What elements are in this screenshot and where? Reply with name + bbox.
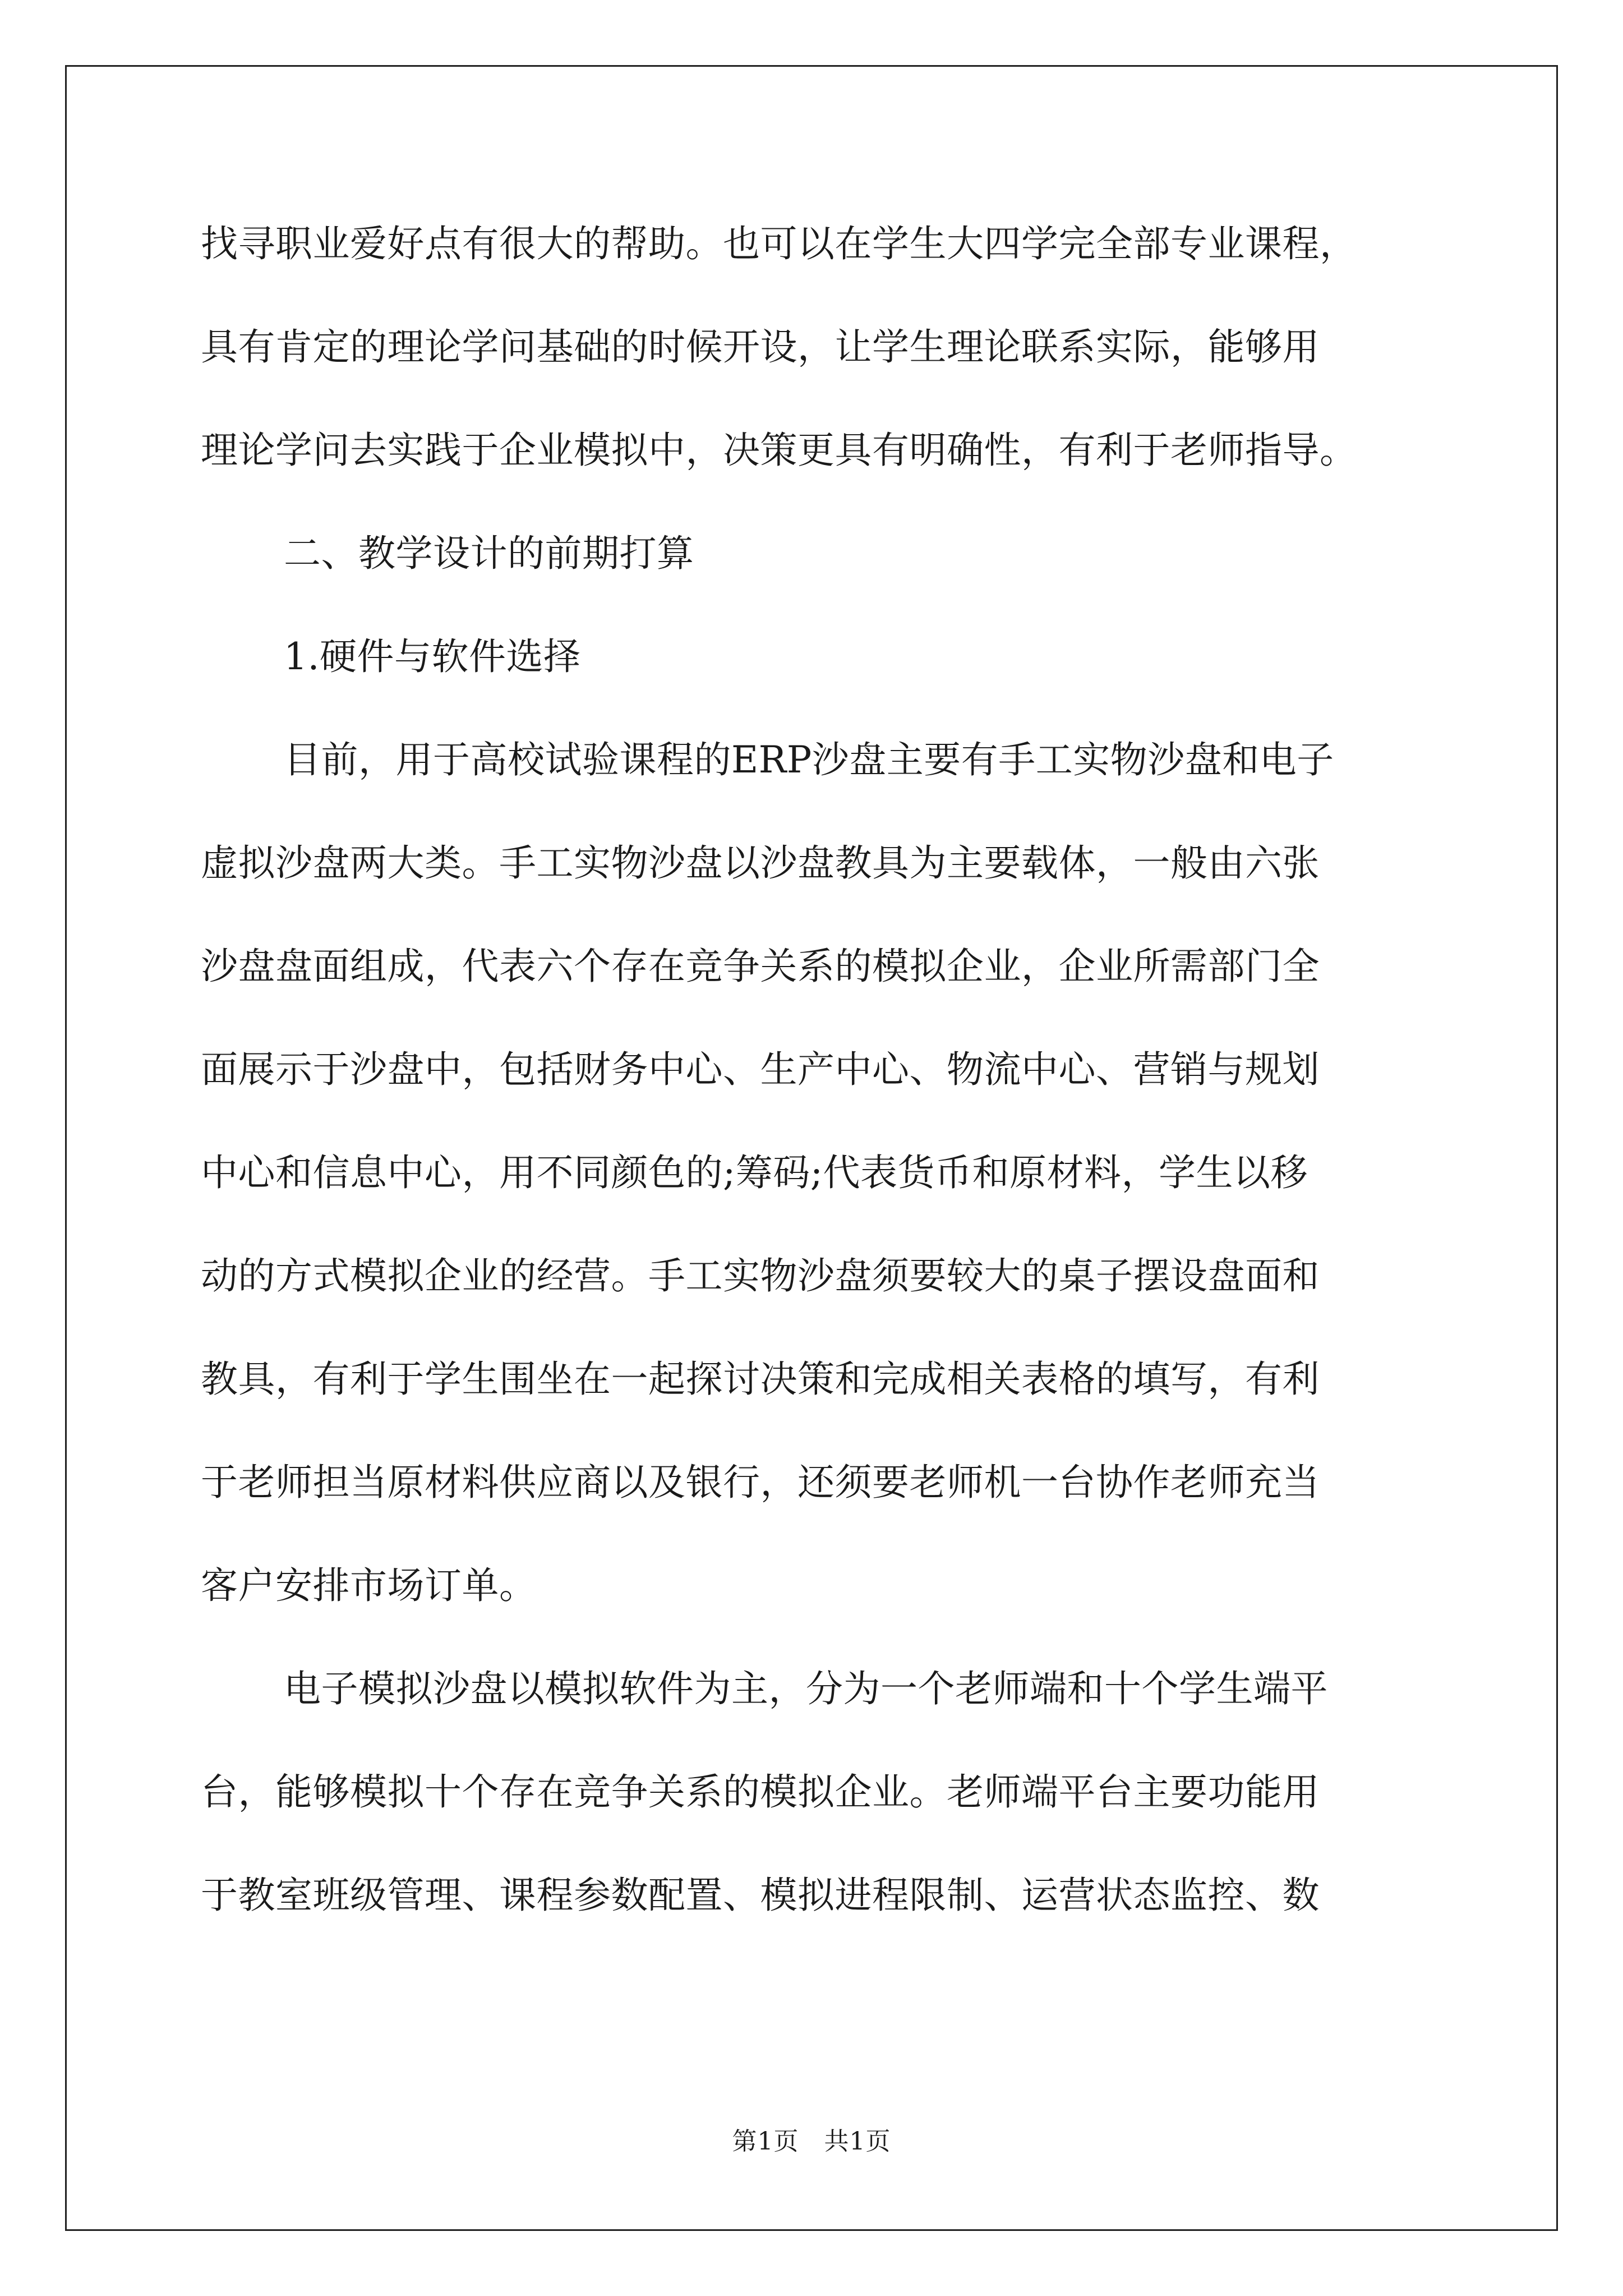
text-line-15: 电子模拟沙盘以模拟软件为主，分为一个老师端和十个学生端平 xyxy=(284,1667,1328,1710)
text-line-7: 虚拟沙盘两大类。手工实物沙盘以沙盘教具为主要载体，一般由六张 xyxy=(201,841,1320,885)
text-line-10: 中心和信息中心，用不同颜色的;筹码;代表货币和原材料，学生以移 xyxy=(201,1151,1308,1194)
text-line-8: 沙盘盘面组成，代表六个存在竞争关系的模拟企业，企业所需部门全 xyxy=(201,945,1320,988)
text-line-12: 教具，有利于学生围坐在一起探讨决策和完成相关表格的填写，有利 xyxy=(201,1358,1320,1401)
text-line-2: 具有肯定的理论学问基础的时候开设，让学生理论联系实际，能够用 xyxy=(201,325,1320,369)
text-line-6: 目前，用于高校试验课程的ERP沙盘主要有手工实物沙盘和电子 xyxy=(284,738,1334,781)
text-line-1: 找寻职业爱好点有很大的帮助。也可以在学生大四学完全部专业课程， xyxy=(201,222,1357,265)
text-line-9: 面展示于沙盘中，包括财务中心、生产中心、物流中心、营销与规划 xyxy=(201,1048,1320,1091)
text-line-17: 于教室班级管理、课程参数配置、模拟进程限制、运营状态监控、数 xyxy=(201,1874,1320,1917)
text-line-14: 客户安排市场订单。 xyxy=(201,1564,537,1607)
section-heading: 二、教学设计的前期打算 xyxy=(284,532,694,575)
subsection-heading: 1.硬件与软件选择 xyxy=(284,635,581,678)
text-line-13: 于老师担当原材料供应商以及银行，还须要老师机一台协作老师充当 xyxy=(201,1461,1320,1504)
text-line-16: 台，能够模拟十个存在竞争关系的模拟企业。老师端平台主要功能用 xyxy=(201,1770,1320,1814)
page-number-footer: 第1页 共1页 xyxy=(732,2127,891,2156)
text-line-3: 理论学问去实践于企业模拟中，决策更具有明确性，有利于老师指导。 xyxy=(201,429,1357,472)
document-body xyxy=(201,213,1432,1968)
text-line-11: 动的方式模拟企业的经营。手工实物沙盘须要较大的桌子摆设盘面和 xyxy=(201,1254,1320,1297)
